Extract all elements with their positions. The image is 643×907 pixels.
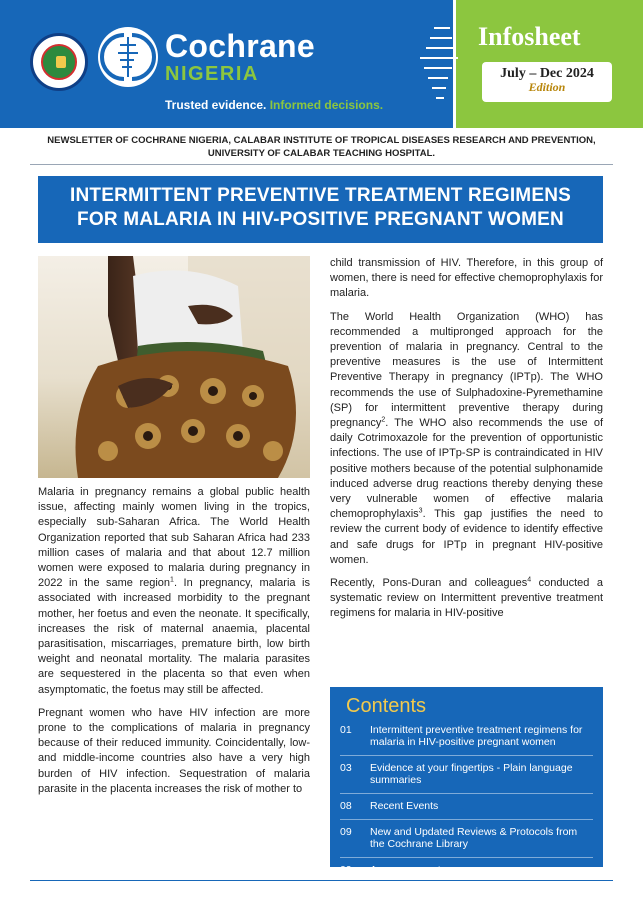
article-paragraph: child transmission of HIV. Therefore, in this group of women, there is need for effective chemoprophylaxis for malaria. xyxy=(330,257,603,300)
article-title-banner xyxy=(38,176,603,243)
brand-subtitle: NIGERIA xyxy=(165,63,259,85)
contents-box xyxy=(330,687,603,876)
divider xyxy=(340,793,593,794)
contents-item[interactable] xyxy=(340,762,593,786)
divider xyxy=(340,857,593,858)
newsletter-subtitle: NEWSLETTER OF COCHRANE NIGERIA, CALABAR INSTITUTE OF TROPICAL DISEASES RESEARCH AND PREVENTION, UNIVERSITY OF CALABAR TEACHING HOSPITAL. xyxy=(47,135,596,159)
contents-item-label: Evidence at your fingertips - Plain language summaries xyxy=(370,762,573,786)
article-paragraph: The World Health Organization (WHO) has recommended a multipronged approach for the prevention of malaria in pregnancy. Central to the preventive measures is the use of Intermittent Preventive Therapy in pregnancy (IPTp). The WHO recommends the use of Sulphadoxine-Pyremethamine (SP) for intermittent preventive therapy during pregnancy$^2$. The WHO also recommends the use of daily Cotrimoxazole for the prevention of opportunistic infections. The use of IPTp-SP is contraindicated in HIV positive mothers because of the potential sulphonamide induced adverse drug reactions thereby denying these very vulnerable women of effective malaria chemoprophylaxis$^3$. This gap justifies the need to review the current body of evidence to identify effective and safe drugs for IPTp in pregnant HIV-positive women. xyxy=(330,310,603,566)
newsletter-header xyxy=(0,0,643,128)
divider xyxy=(340,755,593,756)
article-title-line-2: FOR MALARIA IN HIV-POSITIVE PREGNANT WOMEN xyxy=(77,209,564,230)
brand-name: Cochrane xyxy=(165,28,315,64)
article-paragraph: Pregnant women who have HIV infection are more prone to the complications of malaria in pregnancy because of their reduced immunity. Coincidentally, low- and middle-income countries also have a very high burden of HIV infection. Sequestration of malaria parasite in the placenta increases the risk of mother to xyxy=(38,706,310,795)
contents-item[interactable] xyxy=(340,724,593,748)
tagline-green: Informed decisions. xyxy=(269,98,384,112)
contents-item-label: Recent Events xyxy=(370,800,439,812)
divider xyxy=(30,164,613,165)
footer-divider xyxy=(30,880,613,881)
contents-item-label: New and Updated Reviews & Protocols from the Cochrane Library xyxy=(370,826,578,850)
infosheet-title: Infosheet xyxy=(478,22,581,51)
contents-item[interactable] xyxy=(340,800,593,812)
article-title-line-1: INTERMITTENT PREVENTIVE TREATMENT REGIMENS xyxy=(69,185,571,206)
article-paragraph: Recently, Pons-Duran and colleagues$^4$ conducted a systematic review on Intermittent preventive treatment regimens for malaria in HIV-positive xyxy=(330,576,603,620)
contents-title: Contents xyxy=(346,695,427,717)
edition-date: July – Dec 2024 xyxy=(500,66,594,81)
contents-page-number: 03 xyxy=(340,762,352,774)
contents-page-number: 09 xyxy=(340,864,352,876)
pregnant-woman-photo xyxy=(38,256,310,478)
contents-item-label: Announcements xyxy=(370,864,446,876)
seal-emblem-icon xyxy=(41,44,77,80)
contents-item[interactable] xyxy=(340,864,593,876)
article-paragraph: Malaria in pregnancy remains a global public health issue, affecting mainly women living in the tropics, especially sub-Saharan Africa. The World Health Organization reported that sub Saharan Africa had 233 million cases of malaria and that about 12.7 million women were exposed to malaria during pregnancy in 2022 in the same region$^1$. In pregnancy, malaria is associated with increased morbidity to the pregnant mother, her foetus and even the neonate. It specifically, increases the risk of maternal anaemia, placental parasitisation, miscarriages, premature birth, low birth weight and neonatal mortality. The malaria parasites are sequestered in the placenta so that even when asymptomatic, the foetus may still be affected. xyxy=(38,486,311,696)
reference-marker: 3 xyxy=(418,507,423,515)
article-left-column xyxy=(38,485,310,805)
edition-box xyxy=(482,62,612,102)
article-right-column xyxy=(330,256,603,630)
cochrane-logo-icon xyxy=(98,27,158,87)
contents-page-number: 08 xyxy=(340,800,352,812)
contents-item[interactable] xyxy=(340,826,593,850)
reference-marker: 1 xyxy=(170,576,174,584)
divider xyxy=(340,819,593,820)
tagline-white: Trusted evidence. xyxy=(165,98,267,112)
decorative-lines-icon xyxy=(412,22,462,104)
institute-seal-logo xyxy=(30,33,88,91)
contents-page-number: 01 xyxy=(340,724,352,736)
reference-marker: 2 xyxy=(381,416,386,424)
contents-page-number: 09 xyxy=(340,826,352,838)
reference-marker: 4 xyxy=(527,576,532,584)
edition-label: Edition xyxy=(528,80,566,94)
brand-tagline xyxy=(165,98,383,112)
contents-item-label: Intermittent preventive treatment regimens for malaria in HIV-positive pregnant women xyxy=(370,724,583,748)
